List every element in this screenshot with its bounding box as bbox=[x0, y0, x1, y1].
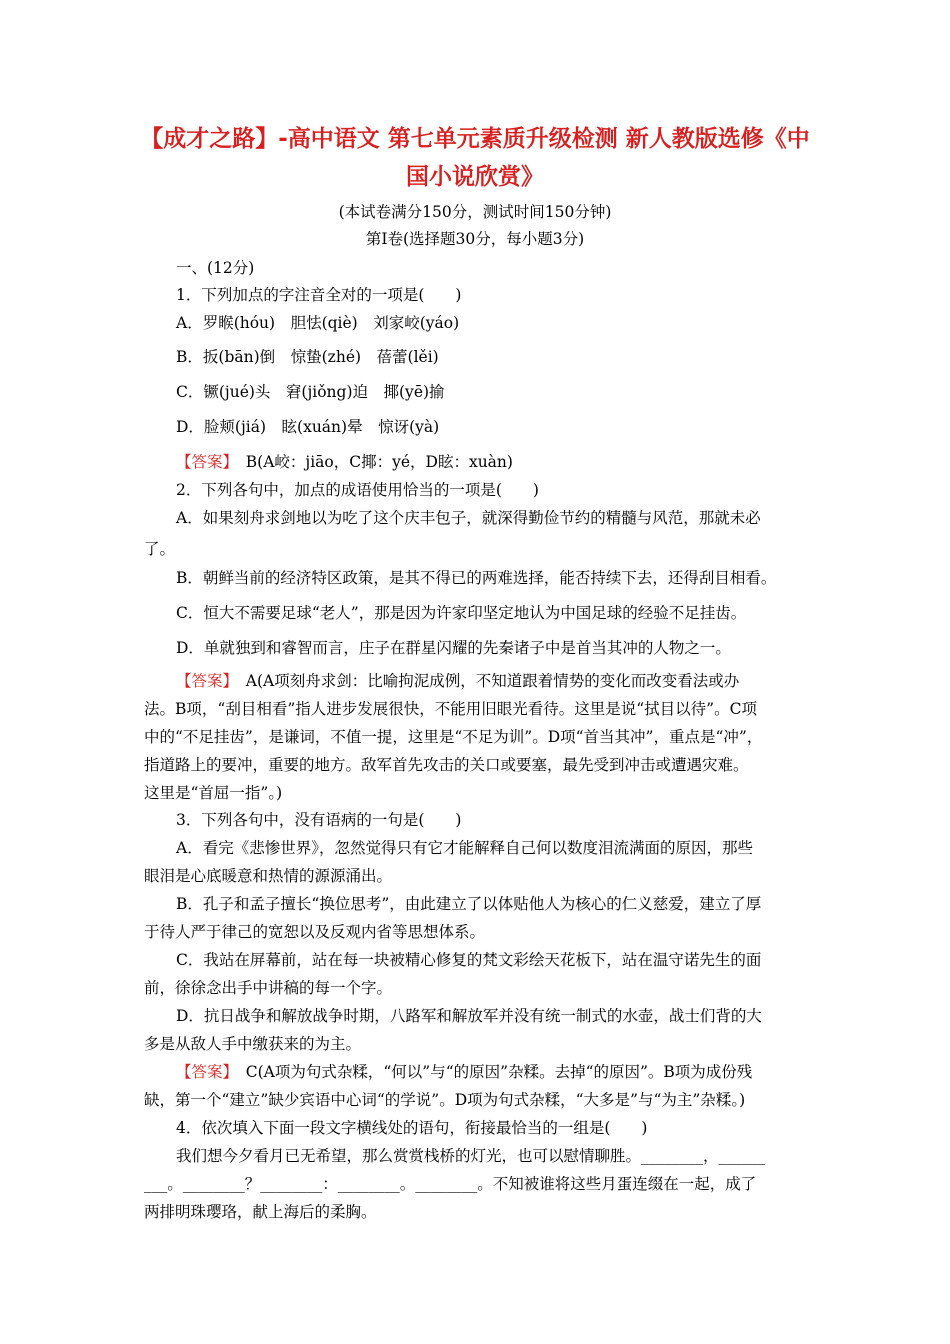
question-3-option-d-cont: 多是从敌人手中缴获来的为主。 bbox=[144, 1035, 362, 1053]
exam-info: (本试卷满分150分，测试时间150分钟) bbox=[338, 203, 612, 221]
question-2-option-d: D．单就独到和睿智而言，庄子在群星闪耀的先秦诸子中是首当其冲的人物之一。 bbox=[176, 639, 731, 657]
question-2-answer-line-5: 这里是“首屈一指”。) bbox=[144, 784, 283, 802]
answer-text: C(A项为句式杂糅，“何以”与“的原因”杂糅。去掉“的原因”。B项为成份残 bbox=[230, 1063, 753, 1081]
question-3-option-b: B．孔子和孟子擅长“换位思考”，由此建立了以体贴他人为核心的仁义慈爱，建立了厚 bbox=[176, 895, 762, 913]
question-4-passage: 我们想今夕看月已无希望，那么赏赏栈桥的灯光，也可以慰情聊胜。________，______ bbox=[176, 1147, 766, 1165]
question-3-stem: 3．下列各句中，没有语病的一句是( ) bbox=[176, 811, 462, 829]
section-heading: 一、(12分) bbox=[176, 259, 255, 277]
question-2-option-a: A．如果刻舟求剑地以为吃了这个庆丰包子，就深得勤俭节约的精髓与风范，那就未必 bbox=[176, 509, 761, 527]
question-3-option-d: D．抗日战争和解放战争时期，八路军和解放军并没有统一制式的水壶，战士们背的大 bbox=[176, 1007, 762, 1025]
question-3-option-c: C．我站在屏幕前，站在每一块被精心修复的梵文彩绘天花板下，站在温守诺先生的面 bbox=[176, 951, 762, 969]
question-1-option-c: C．镢(jué)头 窘(jiǒng)迫 揶(yē)揄 bbox=[176, 383, 445, 401]
question-2-option-a-cont: 了。 bbox=[144, 540, 176, 558]
question-3-answer-line-2: 缺，第一个“建立”缺少宾语中心词“的学说”。D项为句式杂糅，“大多是”与“为主”杂糅。) bbox=[144, 1091, 746, 1109]
document-title-line-2: 国小说欣赏》 bbox=[406, 164, 544, 190]
question-2-answer bbox=[176, 669, 846, 691]
answer-text: A(A项刻舟求剑：比喻拘泥成例，不知道跟着情势的变化而改变看法或办 bbox=[230, 672, 740, 690]
question-4-stem: 4．依次填入下面一段文字横线处的语句，衔接最恰当的一组是( ) bbox=[176, 1119, 648, 1137]
answer-text: B(A峧：jiāo，C揶：yé，D眩：xuàn) bbox=[230, 453, 513, 471]
document-title-line-1: 【成才之路】-高中语文 第七单元素质升级检测 新人教版选修《中 bbox=[140, 126, 810, 152]
question-3-option-a: A．看完《悲惨世界》，忽然觉得只有它才能解释自己何以数度泪流满面的原因，那些 bbox=[176, 839, 753, 857]
question-1-option-d: D．脸颊(jiá) 眩(xuán)晕 惊讶(yà) bbox=[176, 418, 440, 436]
question-1-stem: 1．下列加点的字注音全对的一项是( ) bbox=[176, 286, 462, 304]
part-heading: 第Ⅰ卷(选择题30分，每小题3分) bbox=[365, 230, 585, 248]
question-3-option-b-cont: 于待人严于律己的宽恕以及反观内省等思想体系。 bbox=[144, 923, 486, 941]
question-1-option-a: A．罗睺(hóu) 胆怯(qiè) 刘家峧(yáo) bbox=[176, 314, 460, 332]
question-4-passage-cont: ___。________？________：________。________。不知被谁将这些月蛋连缀在一起，成了 bbox=[144, 1175, 757, 1193]
question-3-answer bbox=[176, 1060, 846, 1082]
answer-label: 【答案】 bbox=[176, 672, 231, 690]
question-3-option-c-cont: 前，徐徐念出手中讲稿的每一个字。 bbox=[144, 979, 393, 997]
question-2-answer-line-4: 指道路上的要冲，重要的地方。敌军首先攻击的关口或要塞，最先受到冲击或遭遇灾难。 bbox=[144, 756, 749, 774]
answer-label: 【答案】 bbox=[176, 453, 231, 471]
question-2-option-b: B．朝鲜当前的经济特区政策，是其不得已的两难选择，能否持续下去，还得刮目相看。 bbox=[176, 569, 777, 587]
question-2-stem: 2．下列各句中，加点的成语使用恰当的一项是( ) bbox=[176, 481, 539, 499]
question-2-answer-line-2: 法。B项，“刮目相看”指人进步发展很快，不能用旧眼光看待。这里是说“拭目以待”。C项 bbox=[144, 700, 757, 718]
question-2-answer-line-3: 中的“不足挂齿”，是谦词，不值一提，这里是“不足为训”。D项“首当其冲”，重点是“冲”， bbox=[144, 728, 763, 746]
question-2-option-c: C．恒大不需要足球“老人”，那是因为许家印坚定地认为中国足球的经验不足挂齿。 bbox=[176, 604, 747, 622]
question-1-option-b: B．扳(bān)倒 惊蛰(zhé) 蓓蕾(lěi) bbox=[176, 348, 439, 366]
question-4-passage-end: 两排明珠璎珞，献上海后的柔胸。 bbox=[144, 1203, 377, 1221]
question-3-option-a-cont: 眼泪是心底暖意和热情的源源涌出。 bbox=[144, 867, 393, 885]
answer-label: 【答案】 bbox=[176, 1063, 231, 1081]
question-1-answer bbox=[176, 450, 846, 472]
